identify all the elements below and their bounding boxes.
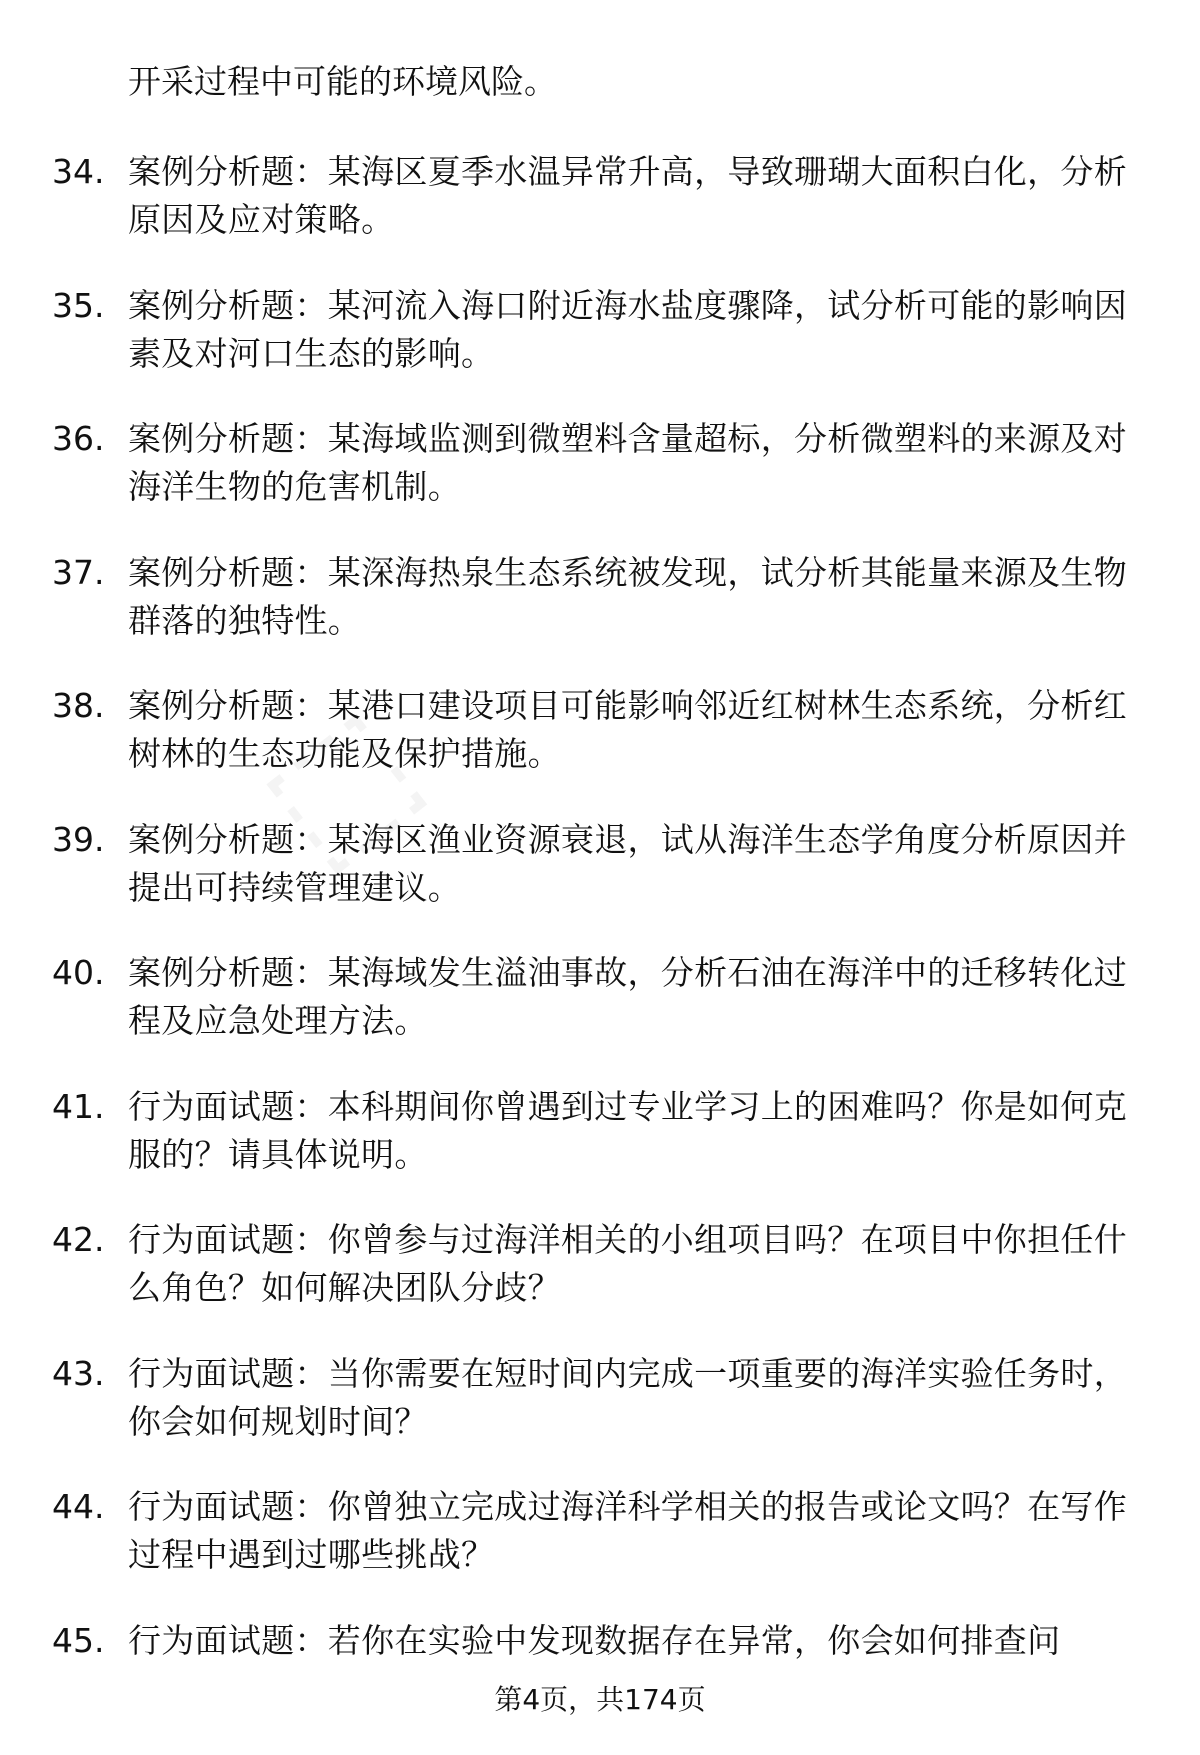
question-number: 34. bbox=[52, 152, 105, 191]
question-number: 41. bbox=[52, 1086, 105, 1126]
list-item bbox=[0, 1216, 1200, 1350]
question-number: 45. bbox=[52, 1620, 105, 1660]
list-item bbox=[0, 682, 1200, 816]
list-item bbox=[0, 1483, 1200, 1617]
question-number: 42. bbox=[52, 1220, 105, 1259]
list-item bbox=[0, 816, 1200, 950]
question-text: 行为面试题：本科期间你曾遇到过专业学习上的困难吗？你是如何克服的？请具体说明。 bbox=[128, 1086, 1127, 1174]
question-list bbox=[0, 148, 1200, 1750]
question-number: 40. bbox=[52, 953, 105, 992]
list-item bbox=[0, 1350, 1200, 1484]
continued-text: 开采过程中可能的环境风险。 bbox=[128, 62, 557, 101]
question-text: 行为面试题：若你在实验中发现数据存在异常，你会如何排查问 bbox=[128, 1620, 1061, 1660]
list-item bbox=[0, 549, 1200, 683]
list-item bbox=[0, 282, 1200, 416]
list-item bbox=[0, 1083, 1200, 1217]
list-item bbox=[0, 949, 1200, 1083]
question-text: 行为面试题：你曾独立完成过海洋科学相关的报告或论文吗？在写作过程中遇到过哪些挑战？ bbox=[128, 1487, 1127, 1574]
question-number: 38. bbox=[52, 686, 105, 725]
question-text: 行为面试题：当你需要在短时间内完成一项重要的海洋实验任务时，你会如何规划时间？ bbox=[128, 1353, 1127, 1441]
question-text: 案例分析题：某海区渔业资源衰退，试从海洋生态学角度分析原因并提出可持续管理建议。 bbox=[128, 819, 1127, 907]
question-text: 案例分析题：某河流入海口附近海水盐度骤降，试分析可能的影响因素及对河口生态的影响。 bbox=[128, 285, 1127, 373]
list-item bbox=[0, 415, 1200, 549]
question-number: 39. bbox=[52, 819, 105, 859]
question-number: 44. bbox=[52, 1487, 105, 1526]
question-text: 案例分析题：某海区夏季水温异常升高，导致珊瑚大面积白化，分析原因及应对策略。 bbox=[128, 152, 1127, 239]
question-text: 案例分析题：某海域发生溢油事故，分析石油在海洋中的迁移转化过程及应急处理方法。 bbox=[128, 953, 1127, 1040]
question-number: 43. bbox=[52, 1353, 105, 1393]
question-text: 案例分析题：某港口建设项目可能影响邻近红树林生态系统，分析红树林的生态功能及保护措施。 bbox=[128, 686, 1127, 773]
list-item bbox=[0, 148, 1200, 282]
question-text: 案例分析题：某海域监测到微塑料含量超标，分析微塑料的来源及对海洋生物的危害机制。 bbox=[128, 419, 1127, 506]
question-number: 36. bbox=[52, 419, 105, 458]
page-footer: 第4页，共174页 bbox=[494, 1683, 706, 1716]
question-text: 行为面试题：你曾参与过海洋相关的小组项目吗？在项目中你担任什么角色？如何解决团队分歧？ bbox=[128, 1220, 1127, 1307]
question-text: 案例分析题：某深海热泉生态系统被发现，试分析其能量来源及生物群落的独特性。 bbox=[128, 552, 1127, 640]
question-number: 35. bbox=[52, 285, 105, 325]
question-number: 37. bbox=[52, 552, 105, 592]
